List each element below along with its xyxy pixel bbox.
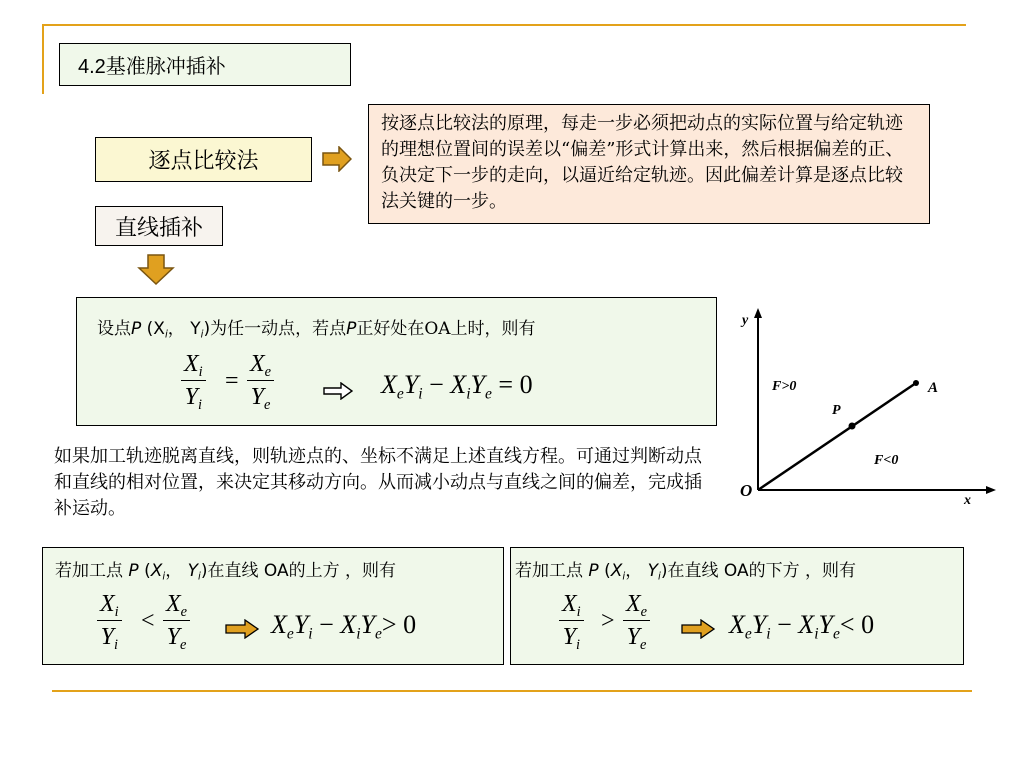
line-oa <box>758 383 916 490</box>
below-arrow-icon <box>681 619 715 639</box>
setup-text: 设点P ($X_i$， $Y_i$)为任一动点，若点P正好处在OA上时，则有 <box>97 319 536 341</box>
equals-sign: = <box>225 368 239 394</box>
above-case-text: 若加工点 P ($X_i$， $Y_i$)在直线 OA的上方 ，则有 <box>55 561 397 583</box>
above-arrow-icon <box>225 619 259 639</box>
region-above-label: F>0 <box>772 379 797 394</box>
above-fraction-xe-ye: $\frac{X_e}{Y_e}$ <box>163 590 190 651</box>
setup-box <box>76 297 717 426</box>
arrow-right-icon <box>322 146 352 172</box>
fraction-xi-yi: $\frac{X_i}{Y_i}$ <box>181 350 206 411</box>
point-a-dot <box>913 380 919 386</box>
above-relation: < <box>141 608 155 634</box>
fraction-xe-ye: $\frac{X_e}{Y_e}$ <box>247 350 274 411</box>
method-label-box <box>95 137 312 182</box>
slide-title: 4.2基准脉冲插补 <box>78 56 226 78</box>
below-case-box <box>510 547 964 665</box>
top-rule <box>42 24 966 26</box>
line-equation: $X_eY_i - X_iY_e = 0$ <box>381 370 533 403</box>
above-fraction-xi-yi: $\frac{X_i}{Y_i}$ <box>97 590 122 651</box>
below-fraction-xe-ye: $\frac{X_e}{Y_e}$ <box>623 590 650 651</box>
method-label: 逐点比较法 <box>148 149 259 174</box>
below-relation: > <box>601 608 615 634</box>
above-case-box <box>42 547 504 665</box>
point-p-label: P <box>832 403 841 418</box>
y-axis-arrow-icon <box>754 308 762 318</box>
below-fraction-xi-yi: $\frac{X_i}{Y_i}$ <box>559 590 584 651</box>
explanation-paragraph: 如果加工轨迹脱离直线，则轨迹点的、坐标不满足上述直线方程。可通过判断动点和直线的相对位置，来决定其移动方向。从而减小动点与直线之间的偏差，完成插补运动。 <box>54 446 702 519</box>
point-p-dot <box>849 423 856 430</box>
line-interp-diagram <box>728 304 1004 510</box>
x-axis-label: x <box>964 493 971 508</box>
origin-label: O <box>740 481 753 500</box>
implies-arrow-icon <box>323 382 353 400</box>
region-below-label: F<0 <box>874 453 899 468</box>
left-rule <box>42 24 44 94</box>
line-interp-label: 直线插补 <box>114 215 203 241</box>
y-axis-label: y <box>742 313 749 328</box>
below-result: $X_eY_i - X_iY_e< 0$ <box>729 610 875 643</box>
description-box <box>368 104 930 224</box>
x-axis-arrow-icon <box>986 486 996 494</box>
arrow-down-icon <box>136 254 176 286</box>
above-result: $X_eY_i - X_iY_e> 0$ <box>271 610 417 643</box>
bottom-rule <box>52 690 972 692</box>
slide-title-box <box>59 43 351 86</box>
point-a-label: A <box>928 380 939 396</box>
description-text: 按逐点比较法的原理，每走一步必须把动点的实际位置与给定轨迹的理想位置间的误差以“偏差”形式计算出来，然后根据偏差的正、负决定下一步的走向，以逼近给定轨迹。因此偏差计算是逐点比较法关键的一步。 <box>381 113 904 212</box>
line-interp-box <box>95 206 223 246</box>
below-case-text: 若加工点 P ($X_i$， $Y_i$)在直线 OA的下方 ，则有 <box>515 561 857 583</box>
